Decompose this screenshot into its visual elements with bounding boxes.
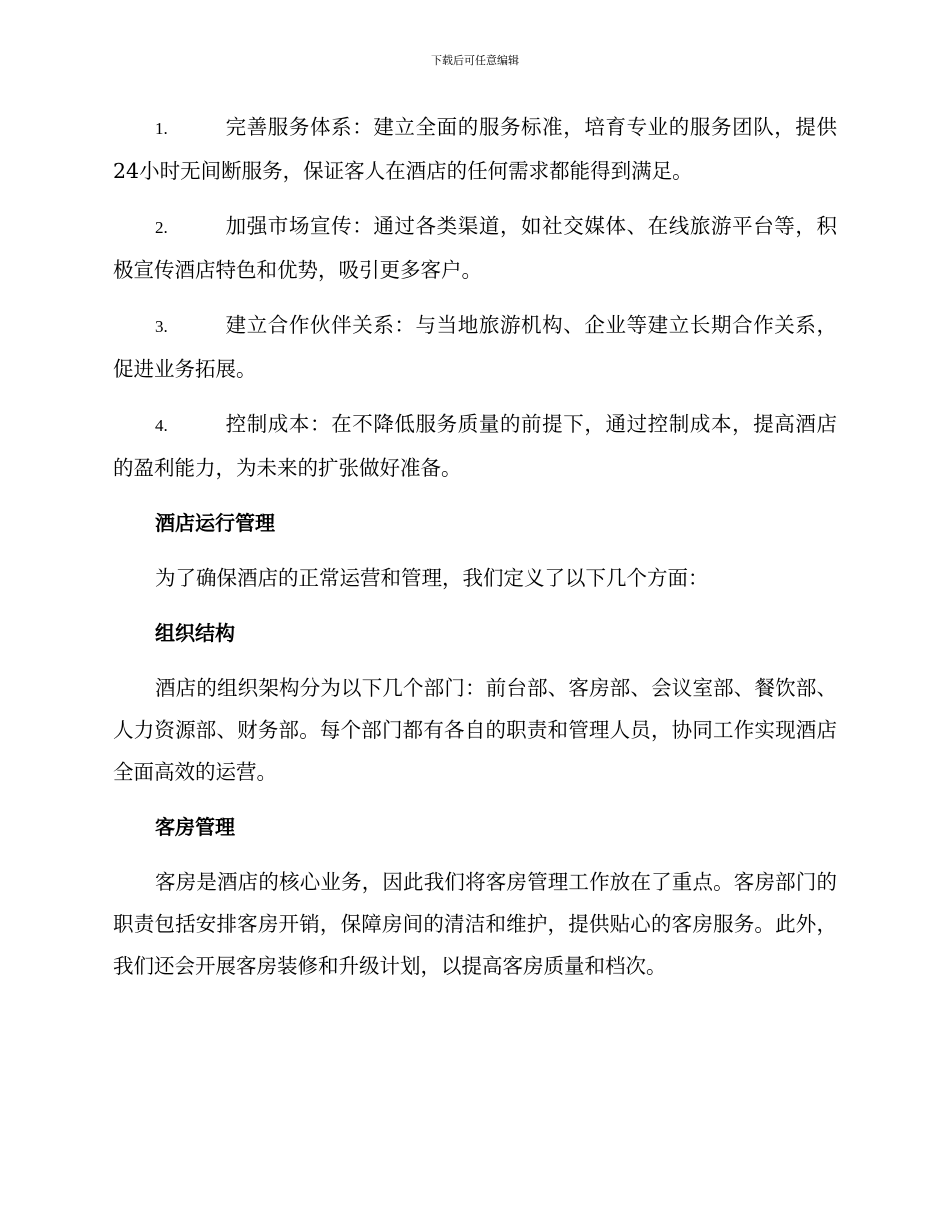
document-body: [113, 106, 837, 1000]
list-number: 1.: [155, 119, 168, 138]
section-heading-organization: 组织结构: [155, 621, 235, 645]
list-item-2: [113, 205, 837, 291]
list-item-1: [113, 106, 837, 192]
operation-intro-paragraph: 为了确保酒店的正常运营和管理，我们定义了以下几个方面：: [155, 566, 709, 590]
organization-paragraph: 酒店的组织架构分为以下几个部门：前台部、客房部、会议室部、餐饮部、人力资源部、财务部。每个部门都有各自的职责和管理人员，协同工作实现酒店全面高效的运营。: [113, 676, 837, 784]
list-item-text: 完善服务体系：建立全面的服务标准，培育专业的服务团队，提供24小时无间断服务，保证客人在酒店的任何需求都能得到满足。: [113, 115, 837, 183]
list-number: 4.: [155, 416, 168, 435]
section-heading-room-management: 客房管理: [155, 815, 235, 839]
section-heading-operation: 酒店运行管理: [155, 511, 275, 535]
list-item-text: 加强市场宣传：通过各类渠道，如社交媒体、在线旅游平台等，积极宣传酒店特色和优势，吸引更多客户。: [113, 214, 837, 282]
list-item-text: 控制成本：在不降低服务质量的前提下，通过控制成本，提高酒店的盈利能力，为未来的扩张做好准备。: [113, 412, 837, 480]
room-management-paragraph: 客房是酒店的核心业务，因此我们将客房管理工作放在了重点。客房部门的职责包括安排客房开销，保障房间的清洁和维护，提供贴心的客房服务。此外，我们还会开展客房装修和升级计划，以提高客房质量和档次。: [113, 870, 837, 978]
page-header: 下载后可任意编辑: [431, 54, 519, 67]
list-item-4: [113, 403, 837, 489]
list-item-3: [113, 304, 837, 390]
list-number: 3.: [155, 317, 168, 336]
list-item-text: 建立合作伙伴关系：与当地旅游机构、企业等建立长期合作关系，促进业务拓展。: [113, 313, 837, 381]
list-number: 2.: [155, 218, 168, 237]
